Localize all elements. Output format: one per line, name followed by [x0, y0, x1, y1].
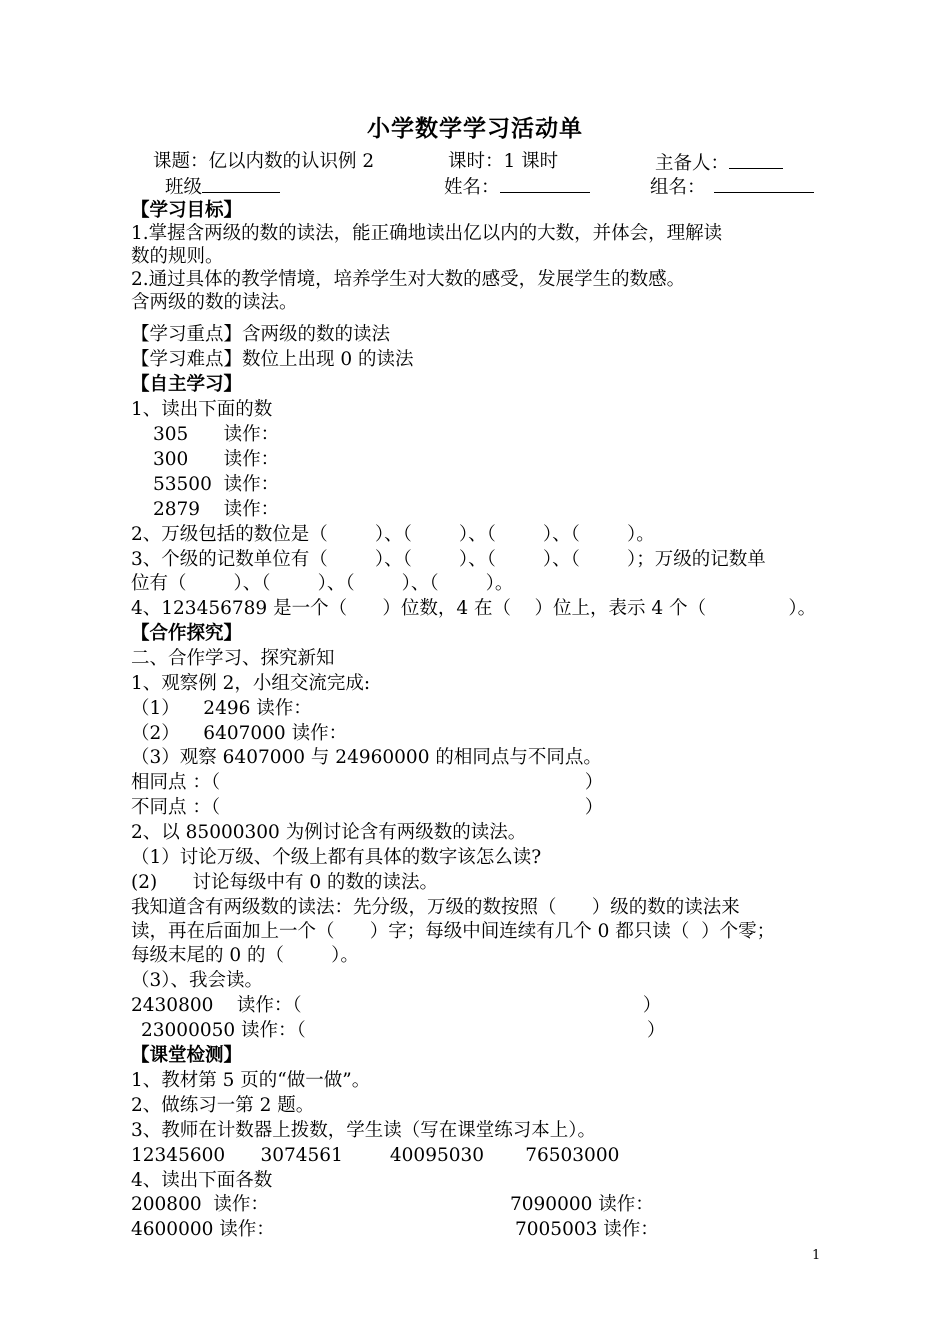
text-line: 2430800 读作：（ ）	[131, 995, 662, 1016]
text-line: 我知道含有两级数的读法：先分级，万级的数按照（ ）级的数的读法来	[131, 897, 740, 918]
class-field	[165, 174, 280, 200]
preparer-label: 主备人：	[655, 153, 730, 174]
text-line: 每级末尾的 0 的（ ）。	[131, 945, 359, 966]
text-line: 2、做练习一第 2 题。	[131, 1095, 315, 1116]
text-line: 3、教师在计数器上拨数，学生读（写在课堂练习本上）。	[131, 1120, 597, 1141]
read-item: 4600000 读作：	[131, 1219, 275, 1240]
text-line: （3）、我会读。	[131, 970, 264, 991]
text-line: 1、教材第 5 页的“做一做”。	[131, 1070, 371, 1091]
read-item: 53500 读作：	[153, 474, 280, 495]
section-heading-objectives: 【学习目标】	[131, 200, 243, 221]
text-line: 4、读出下面各数	[131, 1170, 273, 1191]
read-item: 7090000 读作：	[510, 1194, 654, 1215]
text-line: （1）讨论万级、个级上都有具体的数字该怎么读?	[131, 847, 542, 868]
text-line: 2、以 85000300 为例讨论含有两级数的读法。	[131, 822, 527, 843]
preparer-field	[655, 150, 783, 176]
read-item: 200800 读作：	[131, 1194, 269, 1215]
section-heading-class-check: 【课堂检测】	[131, 1045, 243, 1066]
page-number: 1	[812, 1248, 821, 1263]
preparer-blank[interactable]	[729, 150, 783, 169]
read-item: 305 读作：	[153, 424, 280, 445]
text-line: 1.掌握含两级的数的读法，能正确地读出亿以内的大数，并体会，理解读	[131, 223, 723, 244]
text-line: 数的规则。	[131, 246, 224, 267]
text-line: 含两级的数的读法。	[131, 292, 298, 313]
read-item: 300 读作：	[153, 449, 280, 470]
text-line: 读，再在后面加上一个（ ）字；每级中间连续有几个 0 都只读（ ）个零；	[131, 921, 776, 942]
class-blank[interactable]	[202, 174, 280, 193]
text-line: （1） 2496 读作：	[131, 698, 312, 719]
section-heading-self-study: 【自主学习】	[131, 374, 243, 395]
name-label: 姓名：	[444, 177, 500, 198]
period-label: 课时：1 课时	[448, 151, 559, 172]
group-label: 组名：	[650, 177, 706, 198]
group-field	[650, 174, 814, 200]
text-line: 位有（ ）、（ ）、（ ）、（ ）。	[131, 573, 514, 594]
text-line: 1、读出下面的数	[131, 399, 273, 420]
text-line: 2、万级包括的数位是（ ）、（ ）、（ ）、（ ）。	[131, 524, 655, 545]
text-line: 二、合作学习、探究新知	[131, 648, 335, 669]
class-label: 班级	[165, 177, 203, 198]
text-line-key-point: 【学习重点】含两级的数的读法	[131, 324, 391, 345]
text-line-difficulty: 【学习难点】数位上出现 0 的读法	[131, 349, 414, 370]
text-line: 4、123456789 是一个（ ）位数，4 在（ ）位上，表示 4 个（ ）。	[131, 598, 817, 619]
text-line: 23000050 读作：（ ）	[141, 1020, 666, 1041]
name-field	[444, 174, 590, 200]
text-line: (2) 讨论每级中有 0 的数的读法。	[131, 872, 439, 893]
text-line: 3、个级的记数单位有（ ）、（ ）、（ ）、（ ）；万级的记数单	[131, 549, 766, 570]
read-item: 7005003 读作：	[515, 1219, 659, 1240]
group-blank[interactable]	[714, 174, 814, 193]
text-line: 2.通过具体的教学情境，培养学生对大数的感受，发展学生的数感。	[131, 269, 686, 290]
page-title: 小学数学学习活动单	[367, 115, 583, 142]
topic-label: 课题：亿以内数的认识例 2	[153, 151, 375, 172]
text-line: （2） 6407000 读作：	[131, 723, 348, 744]
numbers-line: 12345600 3074561 40095030 76503000	[131, 1145, 620, 1166]
text-line: 1、观察例 2，小组交流完成:	[131, 673, 371, 694]
text-line: （3）观察 6407000 与 24960000 的相同点与不同点。	[131, 747, 602, 768]
read-item: 2879 读作：	[153, 499, 280, 520]
text-line: 相同点 ：（ ）	[131, 772, 604, 793]
section-heading-cooperation: 【合作探究】	[131, 623, 243, 644]
text-line: 不同点 ：（ ）	[131, 797, 604, 818]
name-blank[interactable]	[500, 174, 590, 193]
